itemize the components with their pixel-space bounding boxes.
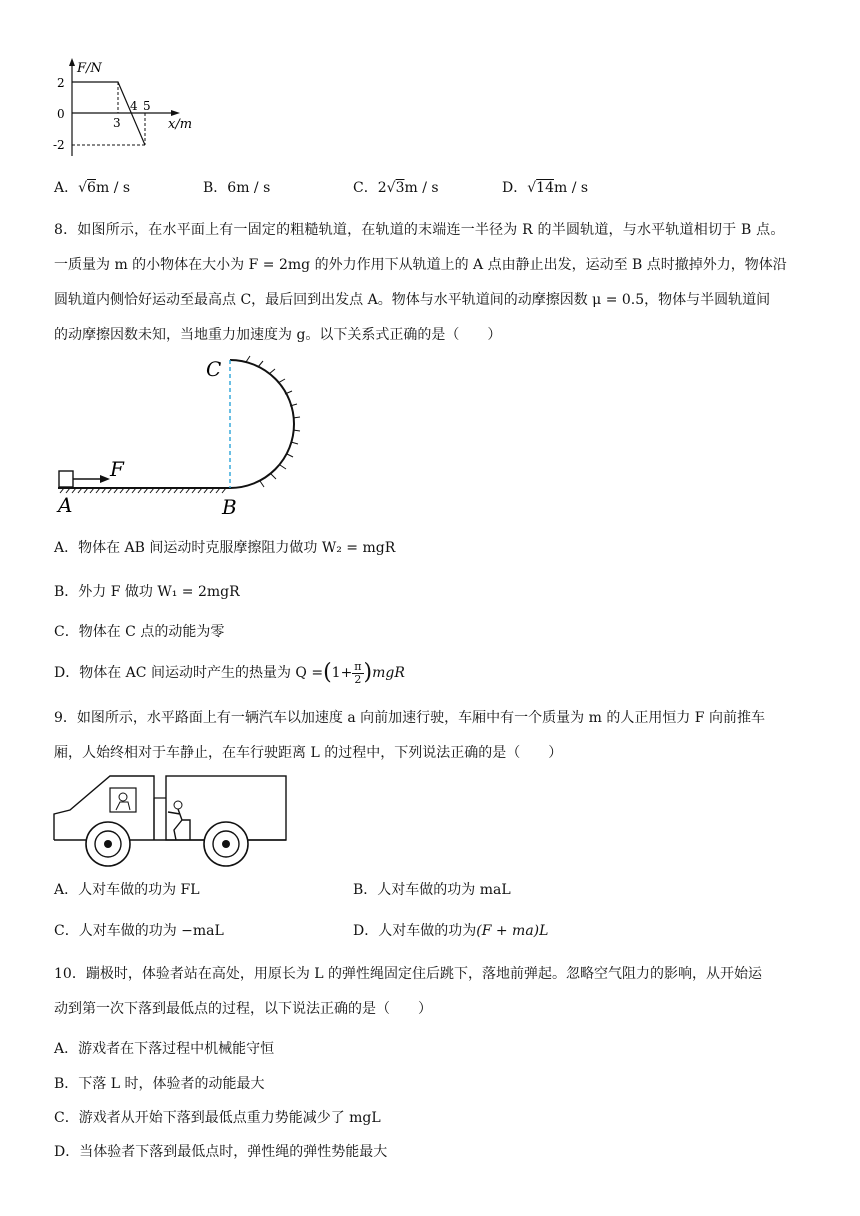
q7-option-a: A．√6m / s bbox=[54, 180, 131, 196]
point-label-a: A bbox=[58, 493, 73, 517]
q7-a-root: 6 bbox=[87, 180, 96, 196]
q8-stem-line-2: 一质量为 m 的小物体在大小为 F = 2mg 的外力作用下从轨道上的 A 点由静止出发，运动至 B 点时撤掉外力，物体沿 bbox=[54, 257, 787, 273]
fx-graph-figure bbox=[50, 56, 210, 160]
tick-label-4: 4 bbox=[130, 99, 138, 113]
point-label-c: C bbox=[206, 357, 222, 381]
q10-option-b: B．下落 L 时，体验者的动能最大 bbox=[54, 1076, 265, 1092]
q9-option-d: D．人对车做的功为(F + ma)L bbox=[353, 923, 549, 939]
track-semicircle-figure bbox=[50, 352, 320, 522]
q8-option-c: C．物体在 C 点的动能为零 bbox=[54, 624, 225, 640]
q7-option-c: C．2√3m / s bbox=[353, 180, 439, 196]
x-axis-label: x/m bbox=[168, 117, 193, 132]
pi-over-2-fraction: $\frac{\pi}{2}$ bbox=[354, 659, 362, 686]
q8-stem-line-4: 的动摩擦因数未知，当地重力加速度为 g。以下关系式正确的是（ ） bbox=[54, 327, 502, 343]
tick-label-neg2: -2 bbox=[53, 138, 65, 152]
q8-option-a: A．物体在 AB 间运动时克服摩擦阻力做功 W₂ = mgR bbox=[54, 540, 396, 556]
q8-option-b: B．外力 F 做功 W₁ = 2mgR bbox=[54, 584, 240, 600]
q9-stem-line-2: 厢，人始终相对于车静止，在车行驶距离 L 的过程中，下列说法正确的是（ ） bbox=[54, 745, 563, 761]
point-label-b: B bbox=[222, 495, 237, 519]
q10-option-a: A．游戏者在下落过程中机械能守恒 bbox=[54, 1041, 275, 1057]
q10-stem-line-2: 动到第一次下落到最低点的过程，以下说法正确的是（ ） bbox=[54, 1001, 432, 1017]
q8-stem-line-1: 8．如图所示，在水平面上有一固定的粗糙轨道，在轨道的末端连一半径为 R 的半圆轨道，与水平轨道相切于 B 点。 bbox=[54, 222, 785, 238]
q10-option-c: C．游戏者从开始下落到最低点重力势能减少了 mgL bbox=[54, 1110, 381, 1126]
q7-option-d: D．√14m / s bbox=[502, 180, 589, 196]
q9-stem-line-1: 9．如图所示，水平路面上有一辆汽车以加速度 a 向前加速行驶，车厢中有一个质量为 m 的人正用恒力 F 向前推车 bbox=[54, 710, 765, 726]
force-label-f: F bbox=[110, 457, 124, 481]
q7-option-b: B．6m / s bbox=[203, 180, 271, 196]
q9-option-b: B．人对车做的功为 maL bbox=[353, 882, 511, 898]
tick-label-3: 3 bbox=[113, 116, 121, 130]
q8-stem-line-3: 圆轨道内侧恰好运动至最高点 C，最后回到出发点 A。物体与水平轨道间的动摩擦因数 μ = 0.5，物体与半圆轨道间 bbox=[54, 292, 771, 308]
truck-figure bbox=[50, 770, 290, 870]
tick-label-5: 5 bbox=[143, 99, 151, 113]
q10-option-d: D．当体验者下落到最低点时，弹性绳的弹性势能最大 bbox=[54, 1144, 388, 1160]
q8-option-d: D．物体在 AC 间运动时产生的热量为 Q =(1+ $\frac{\pi}{2}$ )mgR bbox=[54, 659, 405, 686]
q9-option-a: A．人对车做的功为 FL bbox=[54, 882, 200, 898]
q9-option-c: C．人对车做的功为 −maL bbox=[54, 923, 224, 939]
y-axis-label: F/N bbox=[77, 61, 102, 76]
q10-stem-line-1: 10．蹦极时，体验者站在高处，用原长为 L 的弹性绳固定住后跳下，落地前弹起。忽略空气阻力的影响，从开始运 bbox=[54, 966, 763, 982]
tick-label-0: 0 bbox=[57, 107, 65, 121]
tick-label-2: 2 bbox=[57, 76, 65, 90]
